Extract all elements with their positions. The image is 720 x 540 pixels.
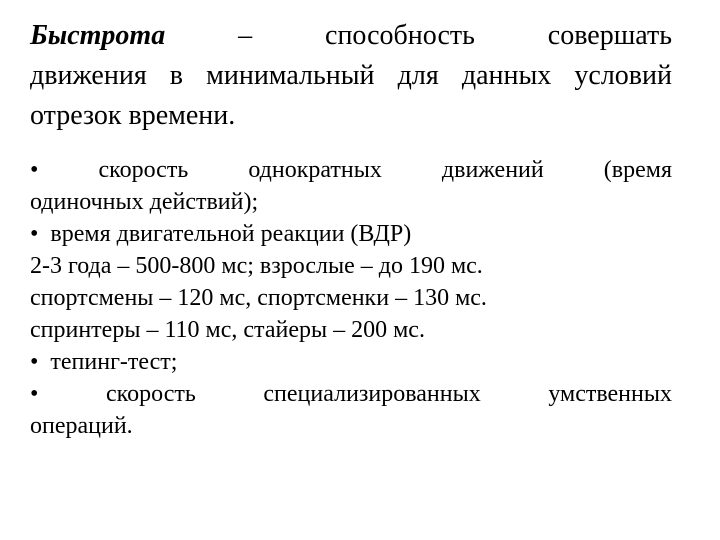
list-item-4-line-2: операций.	[30, 413, 133, 439]
definition-paragraph	[30, 16, 672, 136]
list-item-1-text: скорость однократных движений (время	[98, 157, 673, 183]
characteristics-list	[30, 154, 672, 442]
list-item-1-line-2: одиночных действий);	[30, 189, 259, 215]
list-item-3-text: тепинг-тест;	[50, 349, 178, 375]
definition-line-1	[30, 16, 672, 56]
bullet-icon: •	[30, 381, 39, 407]
reaction-time-athletes: спортсмены – 120 мс, спортсменки – 130 мс.	[30, 285, 487, 311]
list-item-3	[30, 346, 672, 378]
definition-line-1-rest: – способность совершать	[238, 20, 672, 51]
bullet-icon: •	[30, 157, 39, 183]
reaction-time-children-adults: 2-3 года – 500-800 мс; взрослые – до 190 мс.	[30, 253, 483, 279]
bullet-icon: •	[30, 349, 39, 375]
definition-line-3: отрезок времени.	[30, 100, 236, 131]
slide-content	[30, 16, 672, 442]
definition-term: Быстрота	[30, 20, 166, 51]
list-item-2	[30, 218, 672, 250]
list-item-2-text: время двигательной реакции (ВДР)	[50, 221, 412, 247]
definition-line-2: движения в минимальный для данных условий	[30, 60, 672, 91]
list-item-1-line-1	[30, 154, 672, 186]
list-item-4-line-1	[30, 378, 672, 410]
list-item-4-text: скорость специализированных умственных	[106, 381, 672, 407]
bullet-icon: •	[30, 221, 39, 247]
reaction-time-runners: спринтеры – 110 мс, стайеры – 200 мс.	[30, 317, 425, 343]
